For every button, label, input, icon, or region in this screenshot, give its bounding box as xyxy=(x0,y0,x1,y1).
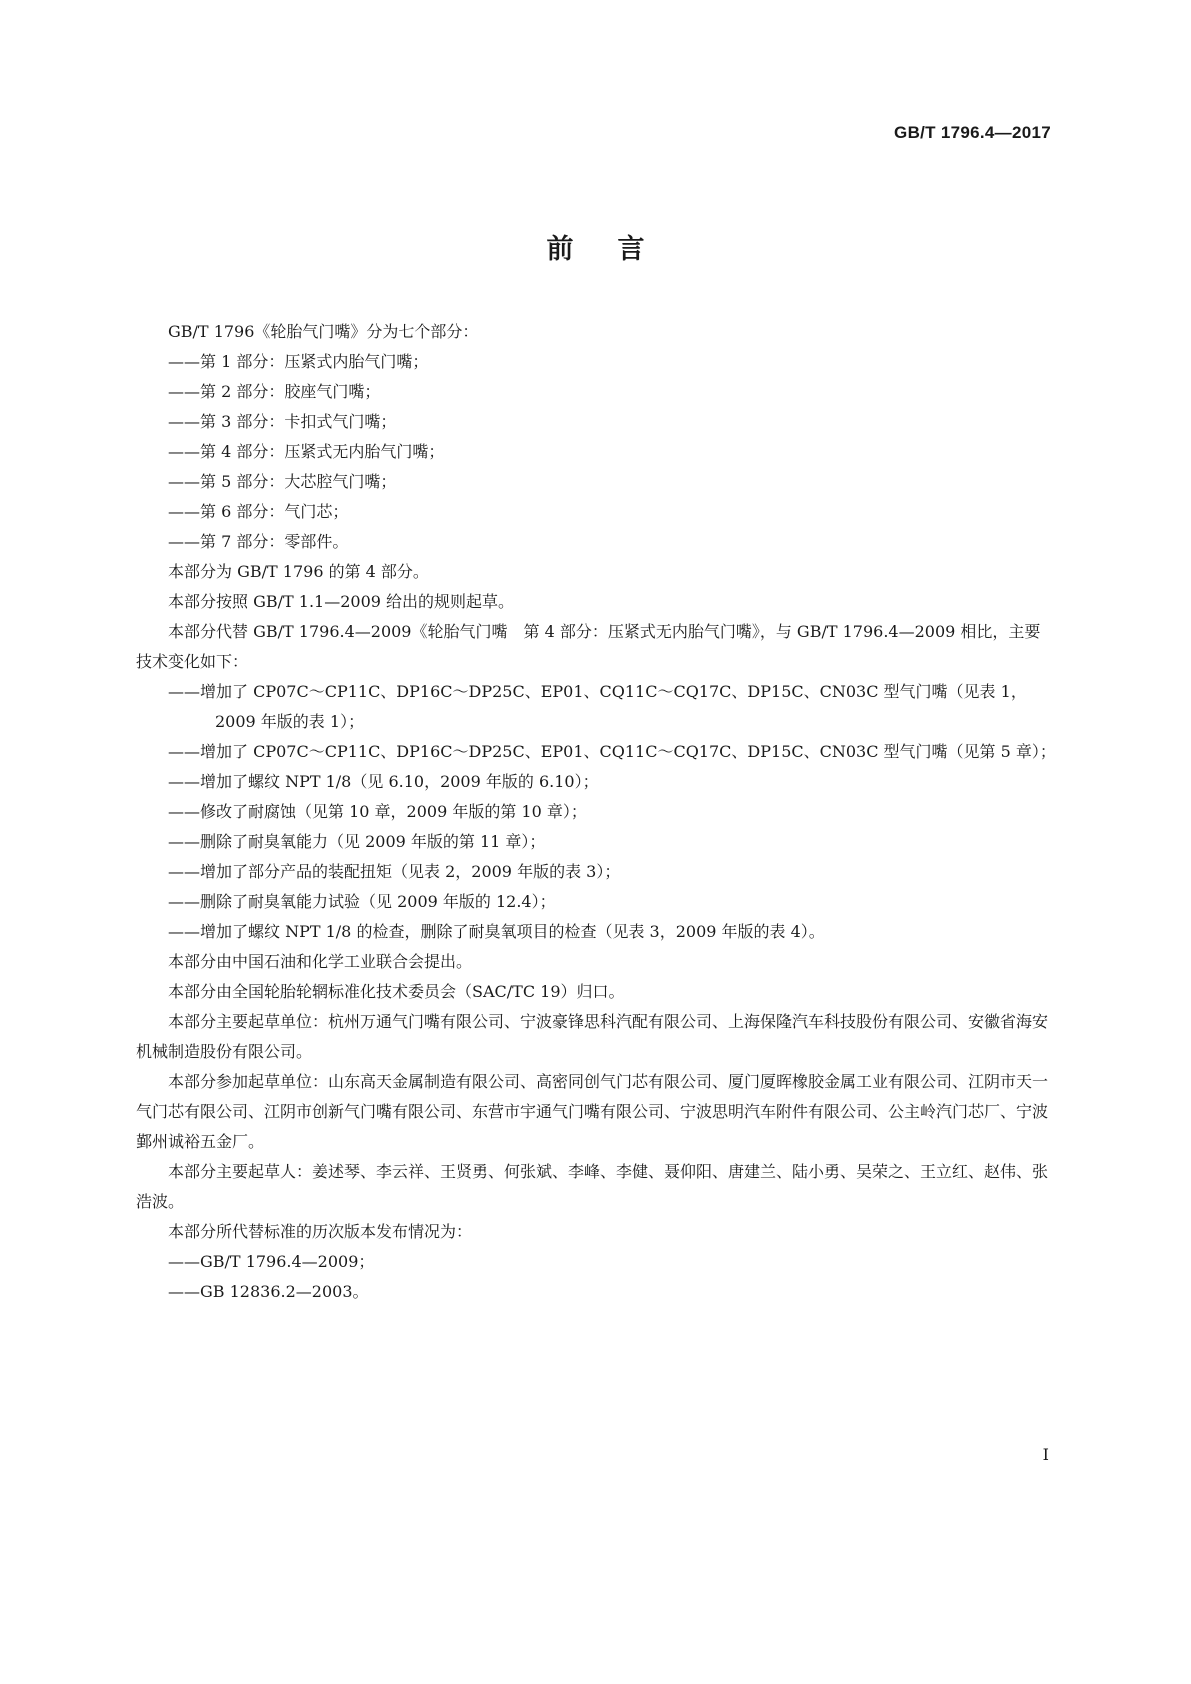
history-list-item: ——GB/T 1796.4—2009； xyxy=(168,1252,375,1271)
participating-units-paragraph: 本部分参加起草单位：山东高天金属制造有限公司、高密同创气门芯有限公司、厦门厦晖橡胶金属工业有限公司、江阴市天一气门芯有限公司、江阴市创新气门嘴有限公司、东营市宇通气门嘴有限公司、宁波思明汽车附件有限公司、公主岭汽门芯厂、宁波鄞州诚裕五金厂。 xyxy=(136,1072,1049,1151)
change-list-item: ——删除了耐臭氧能力试验（见 2009 年版的 12.4）； xyxy=(168,892,556,911)
part-list-item: ——第 5 部分：大芯腔气门嘴； xyxy=(168,472,397,491)
replaces-paragraph: 本部分代替 GB/T 1796.4—2009《轮胎气门嘴 第 4 部分：压紧式无内胎气门嘴》，与 GB/T 1796.4—2009 相比，主要技术变化如下： xyxy=(136,622,1041,671)
change-list-item: ——删除了耐臭氧能力（见 2009 年版的第 11 章）； xyxy=(168,832,546,851)
change-list-item: ——增加了 CP07C～CP11C、DP16C～DP25C、EP01、CQ11C～CQ17C、DP15C、CN03C 型气门嘴（见第 5 章）； xyxy=(168,742,1056,761)
proposed-by-paragraph: 本部分由中国石油和化学工业联合会提出。 xyxy=(168,952,473,971)
drafting-rules-paragraph: 本部分按照 GB/T 1.1—2009 给出的规则起草。 xyxy=(168,592,515,611)
main-drafters-paragraph: 本部分主要起草人：姜述琴、李云祥、王贤勇、何张斌、李峰、李健、聂仰阳、唐建兰、陆小勇、吴荣之、王立红、赵伟、张浩波。 xyxy=(136,1162,1049,1211)
main-drafting-units-paragraph: 本部分主要起草单位：杭州万通气门嘴有限公司、宁波豪锋思科汽配有限公司、上海保隆汽车科技股份有限公司、安徽省海安机械制造股份有限公司。 xyxy=(136,1012,1049,1061)
history-intro-paragraph: 本部分所代替标准的历次版本发布情况为： xyxy=(168,1222,473,1241)
change-list-item: ——增加了 CP07C～CP11C、DP16C～DP25C、EP01、CQ11C～CQ17C、DP15C、CN03C 型气门嘴（见表 1，2009 年版的表 1）； xyxy=(168,682,1027,731)
change-list-item: ——增加了螺纹 NPT 1/8 的检查，删除了耐臭氧项目的检查（见表 3，2009 年版的表 4）。 xyxy=(168,922,825,941)
part-list-item: ——第 7 部分：零部件。 xyxy=(168,532,349,551)
change-list-item: ——增加了部分产品的装配扭矩（见表 2，2009 年版的表 3）； xyxy=(168,862,621,881)
part-list-item: ——第 2 部分：胶座气门嘴； xyxy=(168,382,381,401)
intro-paragraph: GB/T 1796《轮胎气门嘴》分为七个部分： xyxy=(168,322,479,341)
standard-code: GB/T 1796.4—2017 xyxy=(894,123,1051,142)
centralized-by-paragraph: 本部分由全国轮胎轮辋标准化技术委员会（SAC/TC 19）归口。 xyxy=(168,982,625,1001)
part-list-item: ——第 3 部分：卡扣式气门嘴； xyxy=(168,412,397,431)
part-list-item: ——第 6 部分：气门芯； xyxy=(168,502,349,521)
part-list-item: ——第 1 部分：压紧式内胎气门嘴； xyxy=(168,352,429,371)
history-list-item: ——GB 12836.2—2003。 xyxy=(168,1282,369,1301)
change-list-item: ——修改了耐腐蚀（见第 10 章，2009 年版的第 10 章）； xyxy=(168,802,587,821)
page-number: I xyxy=(1042,1445,1049,1464)
page-title: 前言 xyxy=(546,234,689,265)
change-list-item: ——增加了螺纹 NPT 1/8（见 6.10，2009 年版的 6.10）； xyxy=(168,772,599,791)
foreword-body xyxy=(136,317,1056,1307)
part-list-item: ——第 4 部分：压紧式无内胎气门嘴； xyxy=(168,442,445,461)
this-part-paragraph: 本部分为 GB/T 1796 的第 4 部分。 xyxy=(168,562,429,581)
